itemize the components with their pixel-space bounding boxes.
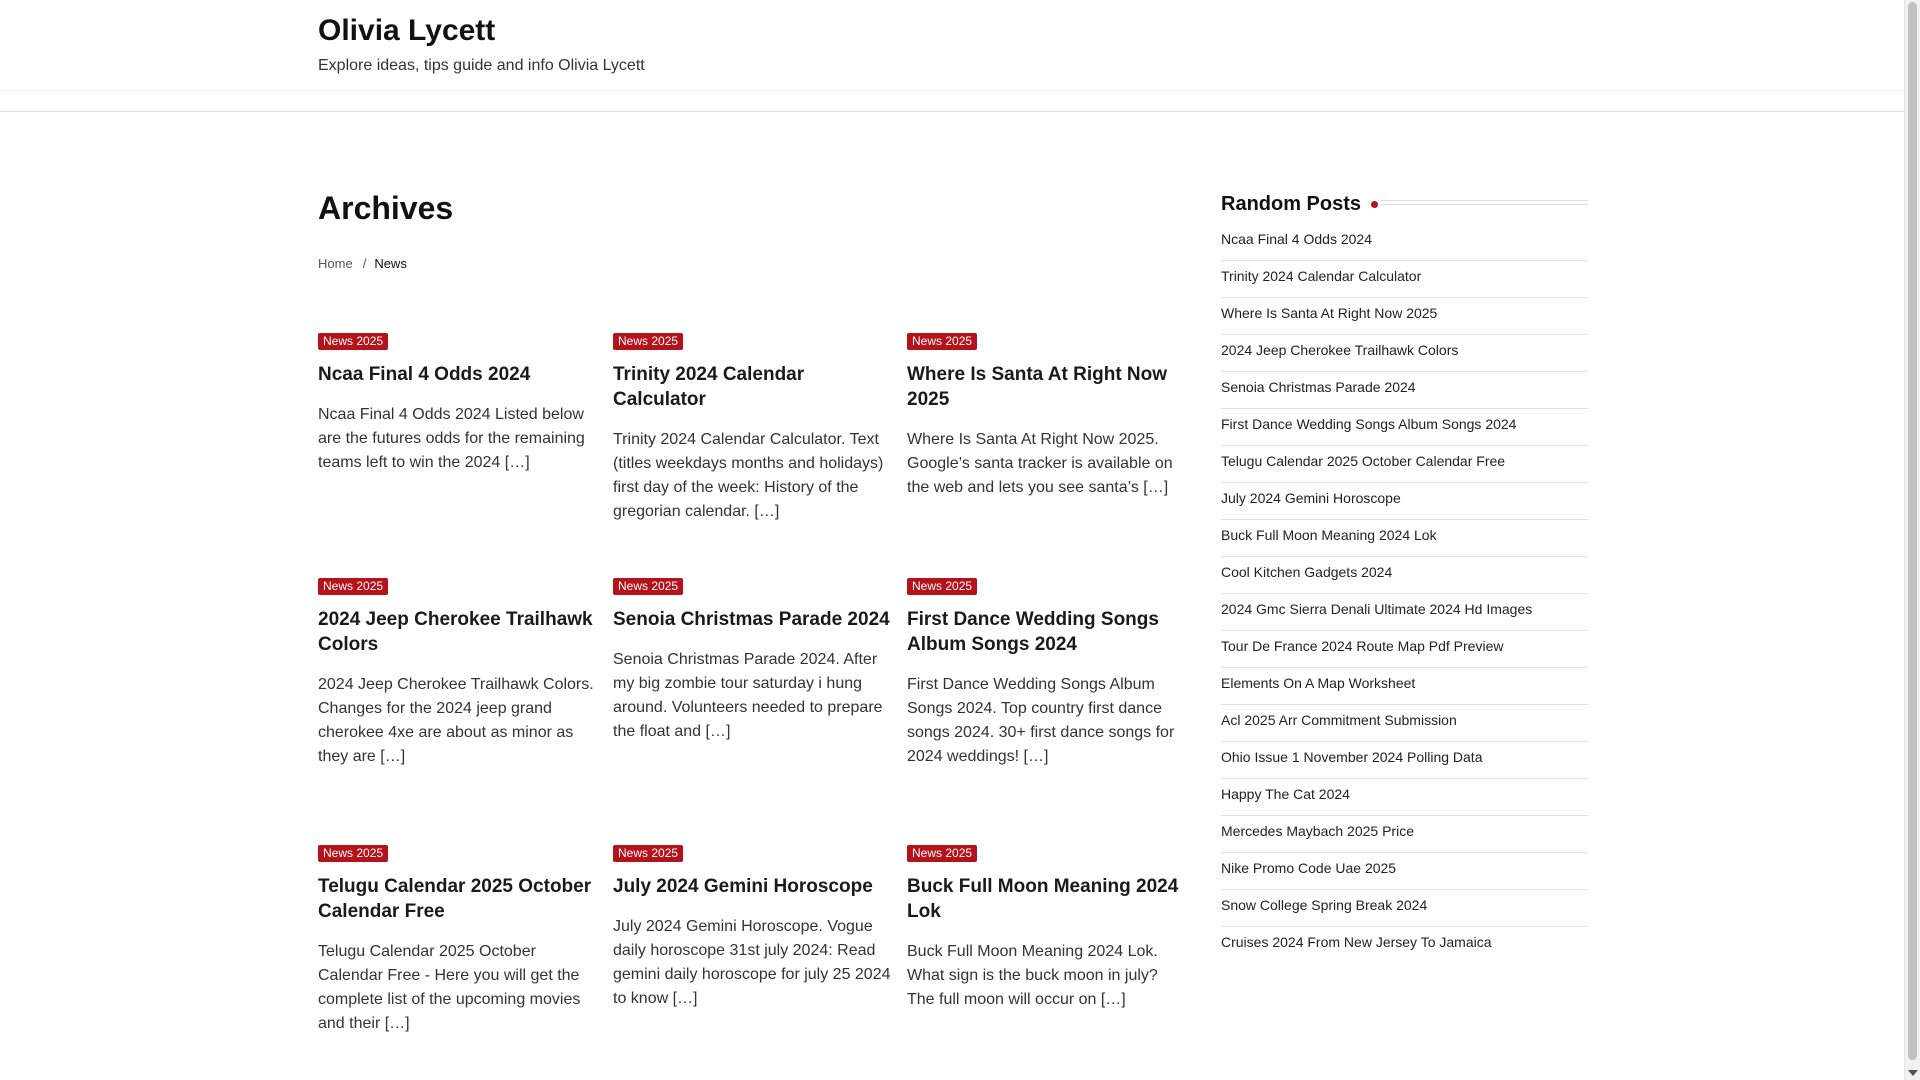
post-excerpt: July 2024 Gemini Horoscope. Vogue daily horoscope 31st july 2024: Read gemini daily horoscope for july 25 2024 to know […] [613,918,891,1007]
list-item [1221,261,1588,298]
random-post-link[interactable]: Telugu Calendar 2025 October Calendar Free [1221,453,1506,469]
list-item [1221,446,1588,483]
list-item [1221,594,1588,631]
category-badge[interactable]: News 2025 [318,578,388,595]
list-item [1221,890,1588,927]
breadcrumb-current: News [374,256,407,271]
post-excerpt: Senoia Christmas Parade 2024. After my big zombie tour saturday i hung around. Volunteers needed to prepare the float and […] [613,651,883,740]
random-posts-list [1221,224,1588,963]
widget-title-rule [1381,200,1588,205]
navigation-bar [0,90,1904,112]
list-item [1221,409,1588,446]
post-excerpt: Trinity 2024 Calendar Calculator. Text (titles weekdays months and holidays) first day of the week: History of the gregorian calendar. […] [613,431,884,520]
list-item [1221,520,1588,557]
post-card [318,577,598,769]
post-title-link[interactable]: Buck Full Moon Meaning 2024 Lok [907,876,1179,922]
post-title-link[interactable]: Where Is Santa At Right Now 2025 [907,364,1168,410]
post-title-link[interactable]: Telugu Calendar 2025 October Calendar Free [318,876,592,922]
post-title-link[interactable]: Senoia Christmas Parade 2024 [613,609,890,630]
post-card [907,844,1187,1012]
list-item [1221,224,1588,261]
page-title: Archives [318,190,454,226]
post-title-link[interactable]: Ncaa Final 4 Odds 2024 [318,364,531,385]
post-excerpt: Ncaa Final 4 Odds 2024 Listed below are the futures odds for the remaining teams left to win the 2024 […] [318,406,585,471]
random-post-link[interactable]: Ohio Issue 1 November 2024 Polling Data [1221,749,1483,765]
main-content [318,180,1198,1032]
post-excerpt: 2024 Jeep Cherokee Trailhawk Colors. Changes for the 2024 jeep grand cherokee 4xe are about as minor as they are […] [318,676,594,765]
random-post-link[interactable]: Buck Full Moon Meaning 2024 Lok [1221,527,1437,543]
list-item [1221,335,1588,372]
list-item [1221,705,1588,742]
category-badge[interactable]: News 2025 [613,578,683,595]
list-item [1221,742,1588,779]
post-card [318,844,598,1036]
random-post-link[interactable]: Cool Kitchen Gadgets 2024 [1221,564,1393,580]
category-badge[interactable]: News 2025 [318,333,388,350]
widget-title: Random Posts [1221,190,1369,218]
category-badge[interactable]: News 2025 [907,333,977,350]
list-item [1221,927,1588,963]
post-card [907,332,1187,500]
breadcrumb-home-link[interactable]: Home [318,256,353,271]
post-card [318,332,598,475]
random-post-link[interactable]: Elements On A Map Worksheet [1221,675,1416,691]
random-post-link[interactable]: Senoia Christmas Parade 2024 [1221,379,1416,395]
site-title-link[interactable]: Olivia Lycett [318,14,496,47]
list-item [1221,483,1588,520]
random-post-link[interactable]: Mercedes Maybach 2025 Price [1221,823,1414,839]
branding [318,12,645,76]
breadcrumb [318,256,1198,272]
list-item [1221,779,1588,816]
list-item [1221,668,1588,705]
vertical-scrollbar[interactable] [1904,0,1920,1080]
scroll-down-arrow-icon[interactable] [1908,1070,1918,1076]
category-badge[interactable]: News 2025 [907,845,977,862]
category-badge[interactable]: News 2025 [613,845,683,862]
random-post-link[interactable]: 2024 Jeep Cherokee Trailhawk Colors [1221,342,1459,358]
post-excerpt: First Dance Wedding Songs Album Songs 2024. Top country first dance songs 2024. 30+ first dance songs for 2024 weddings! […] [907,676,1175,765]
post-title-link[interactable]: July 2024 Gemini Horoscope [613,876,873,897]
scrollbar-thumb[interactable] [1908,2,1917,1060]
category-badge[interactable]: News 2025 [907,578,977,595]
random-post-link[interactable]: Cruises 2024 From New Jersey To Jamaica [1221,934,1492,950]
post-card [907,577,1187,769]
list-item [1221,853,1588,890]
site-header [0,0,1904,91]
random-post-link[interactable]: Nike Promo Code Uae 2025 [1221,860,1397,876]
site-tagline: Explore ideas, tips guide and info Olivia Lycett [318,57,645,74]
random-post-link[interactable]: Happy The Cat 2024 [1221,786,1350,802]
accent-dot-icon [1371,201,1378,208]
post-card [613,332,893,524]
widget-header [1221,190,1588,218]
list-item [1221,631,1588,668]
random-post-link[interactable]: Ncaa Final 4 Odds 2024 [1221,231,1372,247]
breadcrumb-separator: / [362,256,367,271]
random-post-link[interactable]: Tour De France 2024 Route Map Pdf Preview [1221,638,1504,654]
category-badge[interactable]: News 2025 [318,845,388,862]
post-title-link[interactable]: 2024 Jeep Cherokee Trailhawk Colors [318,609,593,655]
post-title-link[interactable]: Trinity 2024 Calendar Calculator [613,364,805,410]
post-excerpt: Where Is Santa At Right Now 2025. Google’s santa tracker is available on the web and lets you see santa’s […] [907,431,1173,496]
post-excerpt: Buck Full Moon Meaning 2024 Lok. What sign is the buck moon in july? The full moon will occur on […] [907,943,1158,1008]
random-post-link[interactable]: 2024 Gmc Sierra Denali Ultimate 2024 Hd Images [1221,601,1533,617]
sidebar [1221,190,1588,963]
random-post-link[interactable]: Trinity 2024 Calendar Calculator [1221,268,1422,284]
category-badge[interactable]: News 2025 [613,333,683,350]
post-excerpt: Telugu Calendar 2025 October Calendar Free - Here you will get the complete list of the upcoming movies and their […] [318,943,581,1032]
random-post-link[interactable]: Snow College Spring Break 2024 [1221,897,1428,913]
list-item [1221,372,1588,409]
random-post-link[interactable]: First Dance Wedding Songs Album Songs 2024 [1221,416,1517,432]
post-card [613,577,893,744]
random-post-link[interactable]: Acl 2025 Arr Commitment Submission [1221,712,1457,728]
post-card [613,844,893,1011]
post-title-link[interactable]: First Dance Wedding Songs Album Songs 2024 [907,609,1159,655]
random-post-link[interactable]: Where Is Santa At Right Now 2025 [1221,305,1438,321]
list-item [1221,557,1588,594]
list-item [1221,298,1588,335]
random-post-link[interactable]: July 2024 Gemini Horoscope [1221,490,1401,506]
list-item [1221,816,1588,853]
